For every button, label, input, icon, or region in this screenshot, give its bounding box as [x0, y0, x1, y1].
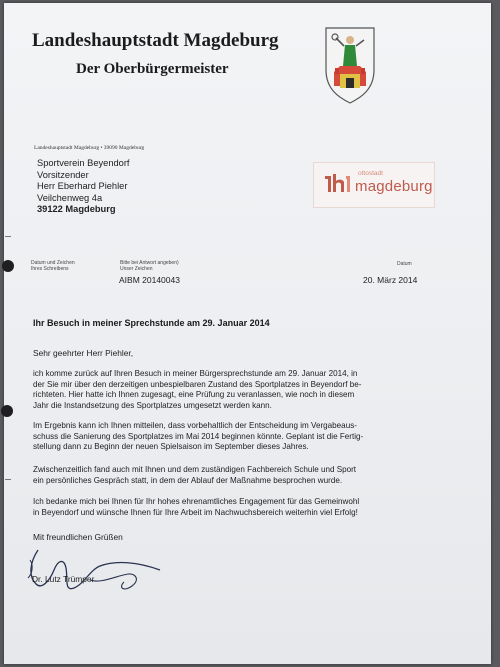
date-label: Datum	[397, 261, 412, 267]
logo-big-text: magdeburg	[355, 178, 433, 195]
body-paragraph: Ich bedanke mich bei Ihnen für Ihr hohes ehrenamtliches Engagement für das Gemeinwohl in Beyendorf und wünsche Ihnen für Ihre Arbeit im Nachwuchsbereich weiterhin viel Erfolg!	[33, 497, 360, 517]
recipient-line: Sportverein Beyendorf	[37, 158, 130, 168]
letter-subject: Ihr Besuch in meiner Sprechstunde am 29. Januar 2014	[33, 318, 270, 328]
closing: Mit freundlichen Grüßen	[33, 532, 123, 542]
body-paragraph: Zwischenzeitlich fand auch mit Ihnen und dem zuständigen Fachbereich Schule und Sport ein persönliches Gespräch statt, in dem der Ablauf der Maßnahme besprochen wurde.	[33, 465, 357, 485]
recipient-line: Veilchenweg 4a	[37, 192, 103, 203]
ottostadt-mark-icon	[323, 172, 353, 194]
office-title: Der Oberbürgermeister	[76, 61, 229, 77]
your-letter-label: Datum und Zeichen Ihres Schreibens	[31, 260, 75, 272]
coat-of-arms-icon	[324, 26, 376, 104]
punch-hole	[2, 260, 14, 272]
recipient-line: Vorsitzender	[37, 169, 89, 180]
our-ref-label: Bitte bei Antwort angeben) Unser Zeichen	[120, 260, 179, 272]
signer-name: Dr. Lutz Trümper	[32, 574, 95, 584]
letter-date: 20. März 2014	[363, 275, 418, 285]
fold-mark	[5, 236, 11, 237]
salutation: Sehr geehrter Herr Piehler,	[33, 348, 134, 358]
our-reference: AIBM 20140043	[119, 275, 180, 285]
body-paragraph: ich komme zurück auf Ihren Besuch in meiner Bürgersprechstunde am 29. Januar 2014, in der Sie mir über den derzeitigen unbespielbaren Zustand des Sportplatzes in Beyendorf be- richteten. Hier hatte ich Ihnen zugesagt, eine Prüfung zu veranlassen, wie noch in diesem Jahr die Instandsetzung des Sportplatzes umgesetzt werden kann.	[33, 369, 362, 410]
logo-small-text: ottostadt	[358, 170, 383, 177]
signature-icon	[20, 540, 170, 600]
punch-hole	[1, 405, 13, 417]
body-paragraph: Im Ergebnis kann ich Ihnen mitteilen, dass vorbehaltlich der Entscheidung im Vergabeaus- schuss die Sanierung des Sportplatzes im Mai 2014 beginnen könnte. Geplant ist die Fertig- stellung dann zu Beginn der neuen Spielsaison im September dieses Jahres.	[33, 421, 364, 451]
return-address-line: Landeshauptstadt Magdeburg • 39090 Magdeburg	[34, 145, 145, 151]
recipient-line: Herr Eberhard Piehler	[37, 181, 128, 191]
city-name: Landeshauptstadt Magdeburg	[32, 30, 279, 51]
recipient-address	[37, 158, 130, 216]
fold-mark	[5, 479, 11, 480]
recipient-city: 39122 Magdeburg	[37, 204, 116, 214]
